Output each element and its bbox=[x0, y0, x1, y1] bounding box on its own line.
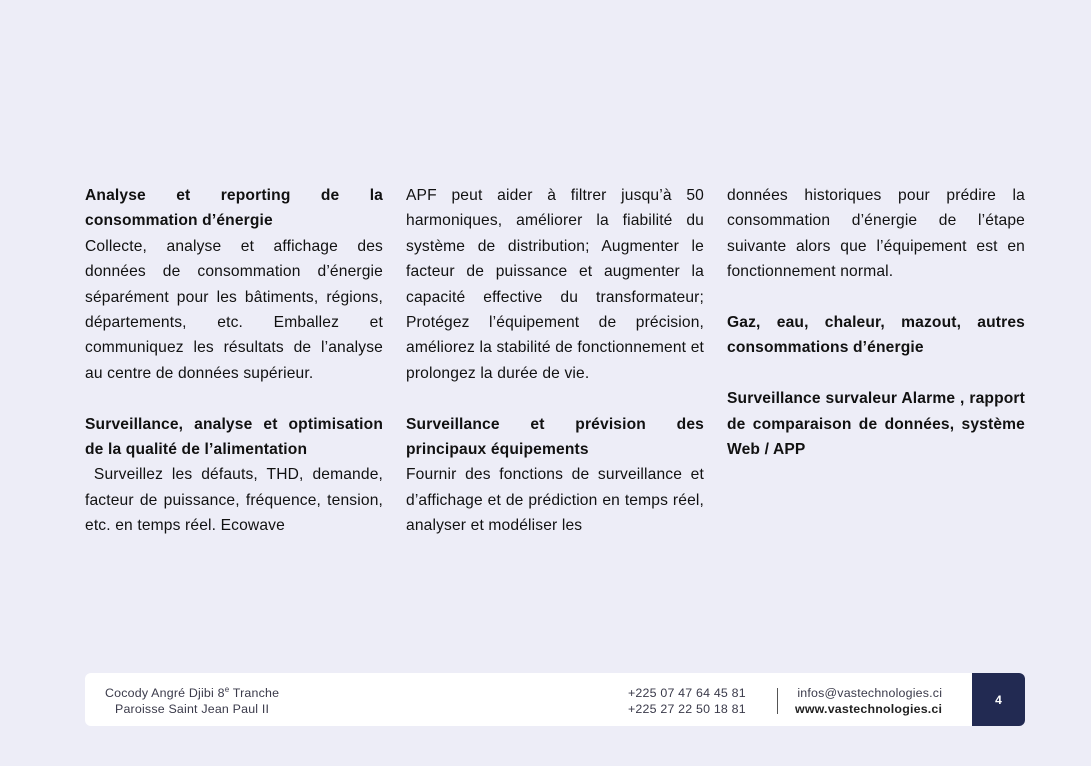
section-heading-other-energy: Gaz, eau, chaleur, mazout, autres consommations d’énergie bbox=[727, 314, 1025, 357]
section-body-equipment-monitoring: Fournir des fonctions de surveillance et d’affichage et de prédiction en temps réel, analyser et modéliser les bbox=[406, 466, 704, 535]
section-body-energy-reporting: Collecte, analyse et affichage des données de consommation d’énergie séparément pour les bâtiments, régions, départements, etc. Emballez et communiquez les résultats de l’analyse au centre de données supérieur. bbox=[85, 237, 383, 382]
section-body-historical-data: données historiques pour prédire la consommation d’énergie de l’étape suivante alors que l’équipement est en fonctionnement normal. bbox=[727, 187, 1025, 281]
page-footer bbox=[85, 673, 1025, 726]
phone-number-2[interactable]: +225 27 22 50 18 81 bbox=[628, 702, 746, 716]
content-columns bbox=[85, 183, 1025, 539]
footer-contact bbox=[795, 685, 942, 717]
section-heading-alarm-reporting: Surveillance survaleur Alarme , rapport de comparaison de données, système Web / APP bbox=[727, 390, 1025, 459]
address-line-2: Paroisse Saint Jean Paul II bbox=[115, 702, 270, 716]
section-heading-power-quality: Surveillance, analyse et optimisation de la qualité de l’alimentation bbox=[85, 415, 383, 459]
footer-phones bbox=[628, 685, 746, 717]
phone-number-1[interactable]: +225 07 47 64 45 81 bbox=[628, 686, 746, 700]
column-1 bbox=[85, 183, 388, 539]
address-line-1: Cocody Angré Djibi 8e Tranche bbox=[105, 684, 280, 700]
column-2 bbox=[406, 183, 704, 539]
footer-divider bbox=[777, 688, 778, 714]
section-heading-energy-reporting: Analyse et reporting de la consommation d’énergie bbox=[85, 187, 383, 230]
section-body-power-quality: Surveillez les défauts, THD, demande, facteur de puissance, fréquence, tension, etc. en temps réel. Ecowave bbox=[85, 466, 388, 535]
section-heading-equipment-monitoring: Surveillance et prévision des principaux équipements bbox=[406, 415, 704, 459]
page-number-badge: 4 bbox=[972, 673, 1025, 726]
email-link[interactable]: infos@vastechnologies.ci bbox=[797, 686, 943, 700]
section-body-apf: APF peut aider à filtrer jusqu’à 50 harmoniques, améliorer la fiabilité du système de distribution; Augmenter le facteur de puissance et augmenter la capacité effective du transformateur; Protégez l’équipement de précision, améliorez la stabilité de fonctionnement et prolongez la durée de vie. bbox=[406, 187, 704, 382]
column-3 bbox=[727, 183, 1025, 539]
website-link[interactable]: www.vastechnologies.ci bbox=[795, 702, 943, 716]
footer-address bbox=[105, 685, 279, 717]
